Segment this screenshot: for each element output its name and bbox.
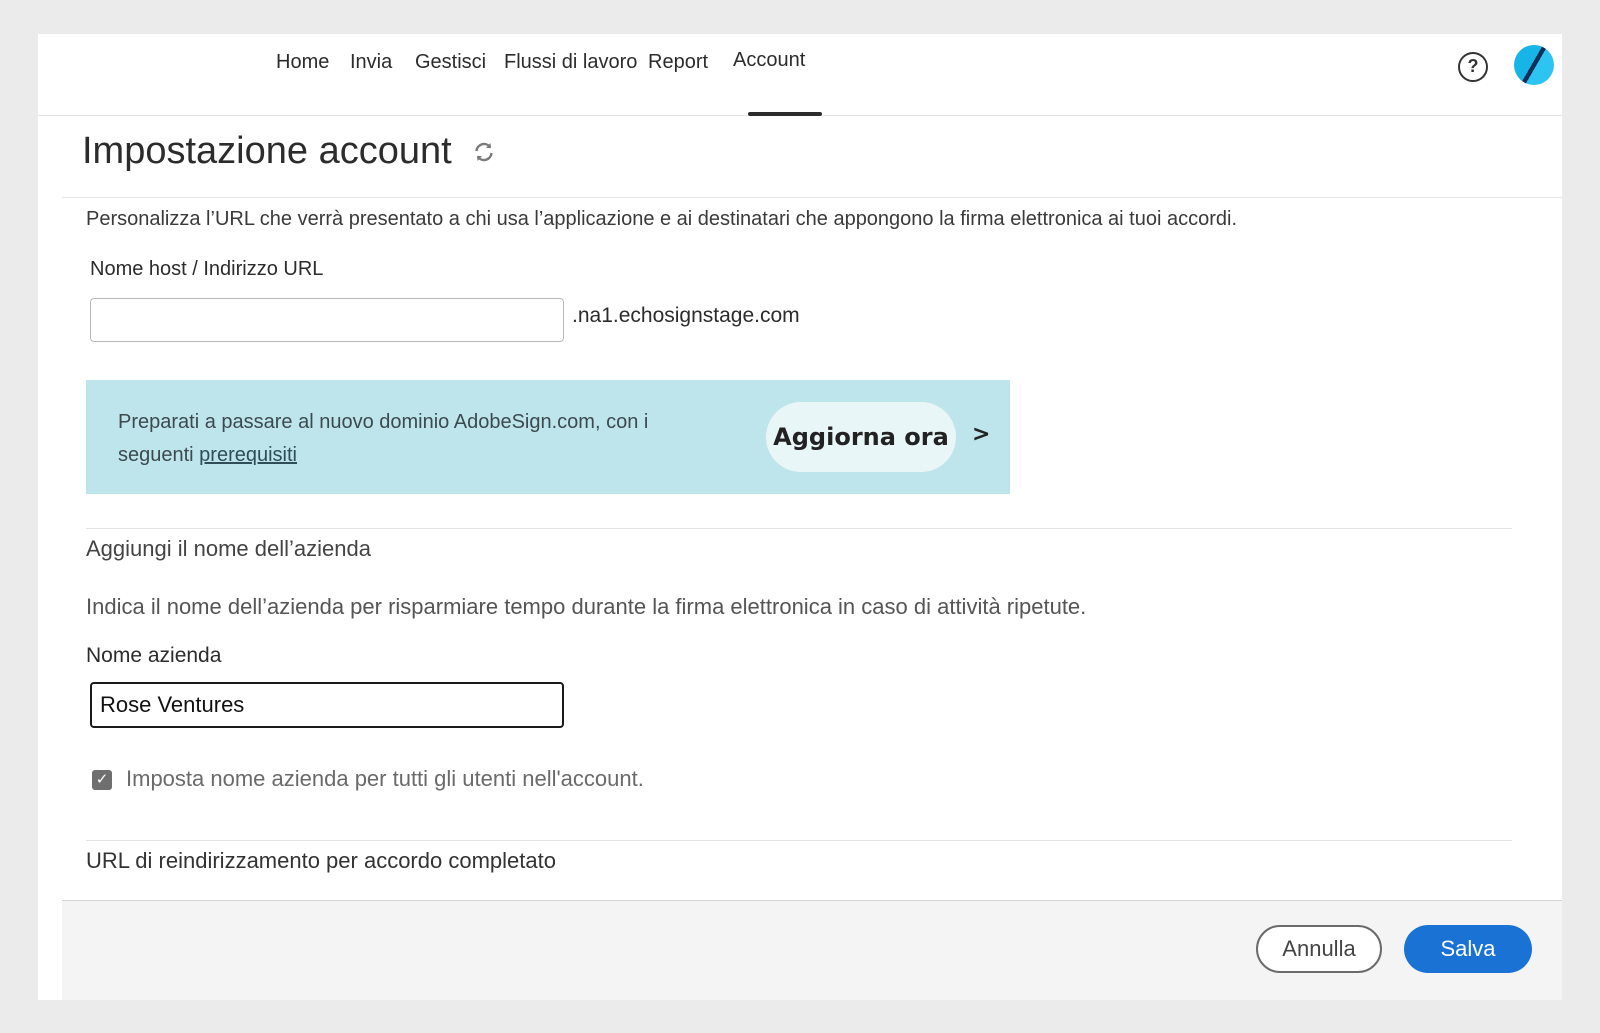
nav-flussi-di-lavoro[interactable]: Flussi di lavoro	[504, 51, 638, 73]
set-company-all-users-checkbox[interactable]: ✓	[92, 770, 112, 790]
checkbox-label: Imposta nome azienda per tutti gli utenti nell'account.	[126, 766, 644, 791]
hostname-input[interactable]	[90, 298, 564, 342]
prerequisites-link[interactable]: prerequisiti	[199, 444, 297, 466]
cancel-button[interactable]: Annulla	[1256, 925, 1382, 973]
save-button[interactable]: Salva	[1404, 925, 1532, 973]
domain-migration-banner	[86, 380, 1010, 494]
chevron-right-icon[interactable]: >	[972, 422, 991, 447]
nav-invia[interactable]: Invia	[350, 51, 393, 73]
refresh-icon[interactable]	[472, 140, 496, 164]
page-title: Impostazione account	[82, 130, 452, 172]
nav-report[interactable]: Report	[648, 51, 709, 73]
top-navigation	[38, 34, 1562, 116]
hostname-label: Nome host / Indirizzo URL	[90, 258, 324, 280]
avatar[interactable]	[1514, 45, 1554, 85]
company-name-label: Nome azienda	[86, 644, 222, 667]
banner-text	[118, 406, 718, 472]
action-footer	[62, 900, 1562, 1000]
company-section-description: Indica il nome dell’azienda per risparmiare tempo durante la firma elettronica in caso di attività ripetute.	[86, 594, 1087, 619]
redirect-section-title: URL di reindirizzamento per accordo completato	[86, 848, 556, 873]
company-section-title: Aggiungi il nome dell’azienda	[86, 536, 371, 561]
section-divider	[86, 840, 1512, 841]
update-now-button[interactable]: Aggiorna ora	[766, 402, 956, 472]
section-divider	[86, 528, 1512, 529]
nav-account[interactable]: Account	[733, 49, 806, 71]
company-name-input[interactable]	[90, 682, 564, 728]
page-header	[62, 116, 1562, 198]
nav-home[interactable]: Home	[276, 51, 330, 73]
banner-message: Preparati a passare al nuovo dominio AdobeSign.com, con i seguenti	[118, 411, 649, 466]
url-intro-text: Personalizza l’URL che verrà presentato a chi usa l’applicazione e ai destinatari che appongono la firma elettronica ai tuoi accordi.	[86, 208, 1238, 230]
nav-gestisci[interactable]: Gestisci	[415, 51, 487, 73]
hostname-suffix: .na1.echosignstage.com	[572, 304, 800, 327]
question-circle-icon[interactable]: ?	[1458, 52, 1488, 82]
app-window	[38, 34, 1562, 1000]
